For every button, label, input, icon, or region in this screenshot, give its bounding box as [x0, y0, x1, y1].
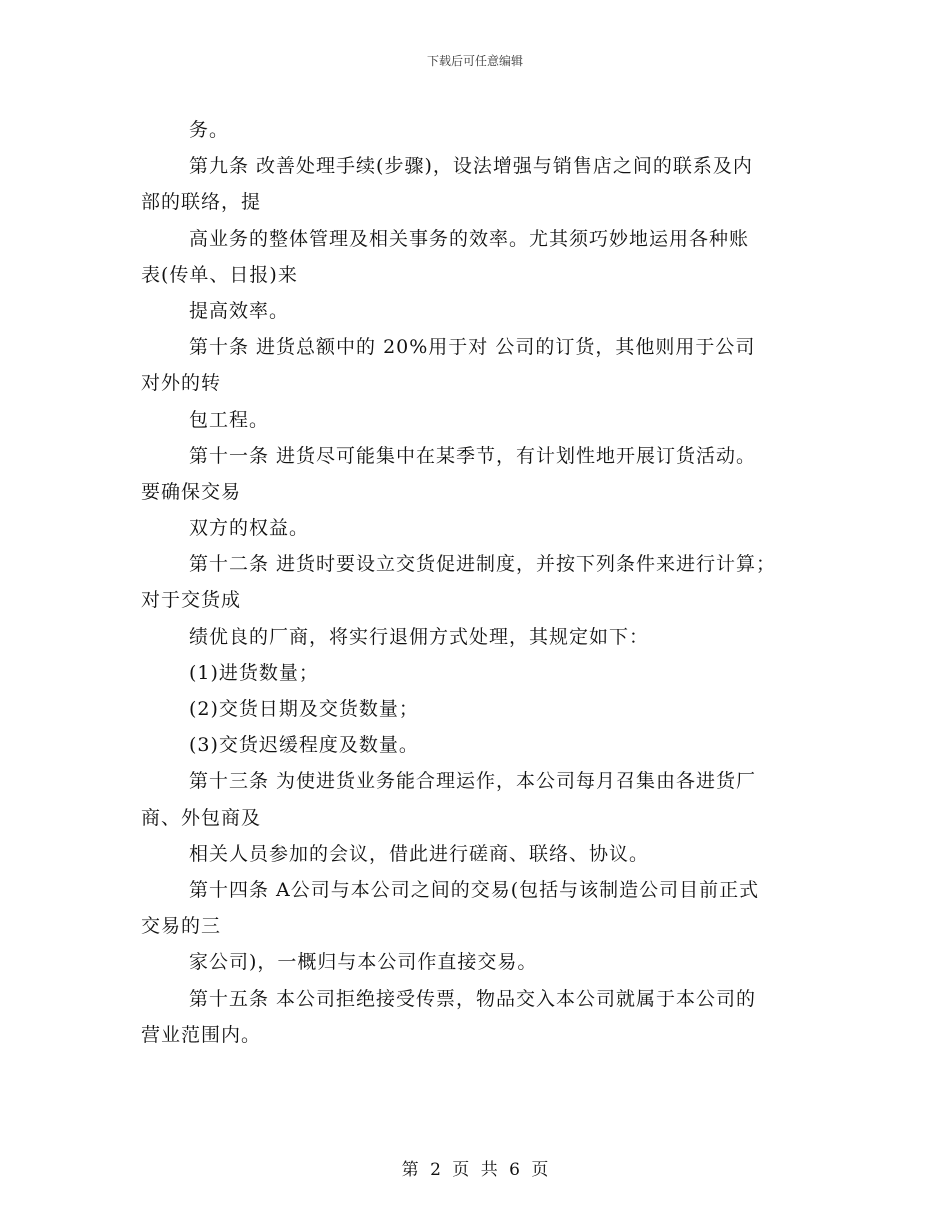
text-line: 第九条 改善处理手续(步骤)，设法增强与销售店之间的联系及内 — [189, 155, 753, 178]
text-line: 第十一条 进货尽可能集中在某季节，有计划性地开展订货活动。 — [189, 444, 757, 467]
page-footer: 第 2 页 共 6 页 — [401, 1160, 549, 1180]
text-line: 表(传单、日报)来 — [141, 263, 298, 286]
text-line: 第十条 进货总额中的 20%用于对 公司的订货，其他则用于公司 — [189, 336, 756, 359]
text-line: 第十三条 为使进货业务能合理运作，本公司每月召集由各进货厂 — [189, 770, 757, 793]
text-line: 对外的转 — [141, 372, 222, 395]
document-body — [141, 112, 821, 1053]
text-line: 部的联络，提 — [141, 191, 262, 214]
text-line: 第十五条 本公司拒绝接受传票，物品交入本公司就属于本公司的 — [189, 987, 757, 1010]
text-line: 商、外包商及 — [141, 806, 262, 829]
text-line: 第十四条 A公司与本公司之间的交易(包括与该制造公司目前正式 — [189, 878, 760, 901]
text-line: 家公司)，一概归与本公司作直接交易。 — [189, 951, 538, 974]
text-line: 绩优良的厂商，将实行退佣方式处理，其规定如下： — [189, 625, 650, 648]
text-line: 双方的权益。 — [189, 517, 310, 540]
text-line: 第十二条 进货时要设立交货促进制度，并按下列条件来进行计算； — [189, 553, 777, 576]
text-line: 营业范围内。 — [141, 1023, 262, 1046]
text-line: (1)进货数量； — [189, 661, 319, 684]
text-line: 交易的三 — [141, 915, 222, 938]
text-line: (3)交货迟缓程度及数量。 — [189, 734, 419, 757]
text-line: (2)交货日期及交货数量； — [189, 698, 419, 720]
page-header: 下载后可任意编辑 — [426, 54, 523, 68]
text-line: 对于交货成 — [141, 589, 242, 612]
text-line: 相关人员参加的会议，借此进行磋商、联络、协议。 — [189, 842, 650, 865]
text-line: 要确保交易 — [141, 480, 242, 503]
text-line: 包工程。 — [189, 408, 270, 431]
text-line: 高业务的整体管理及相关事务的效率。尤其须巧妙地运用各种账 — [189, 227, 750, 250]
text-line: 务。 — [189, 119, 230, 141]
text-line: 提高效率。 — [189, 299, 290, 322]
